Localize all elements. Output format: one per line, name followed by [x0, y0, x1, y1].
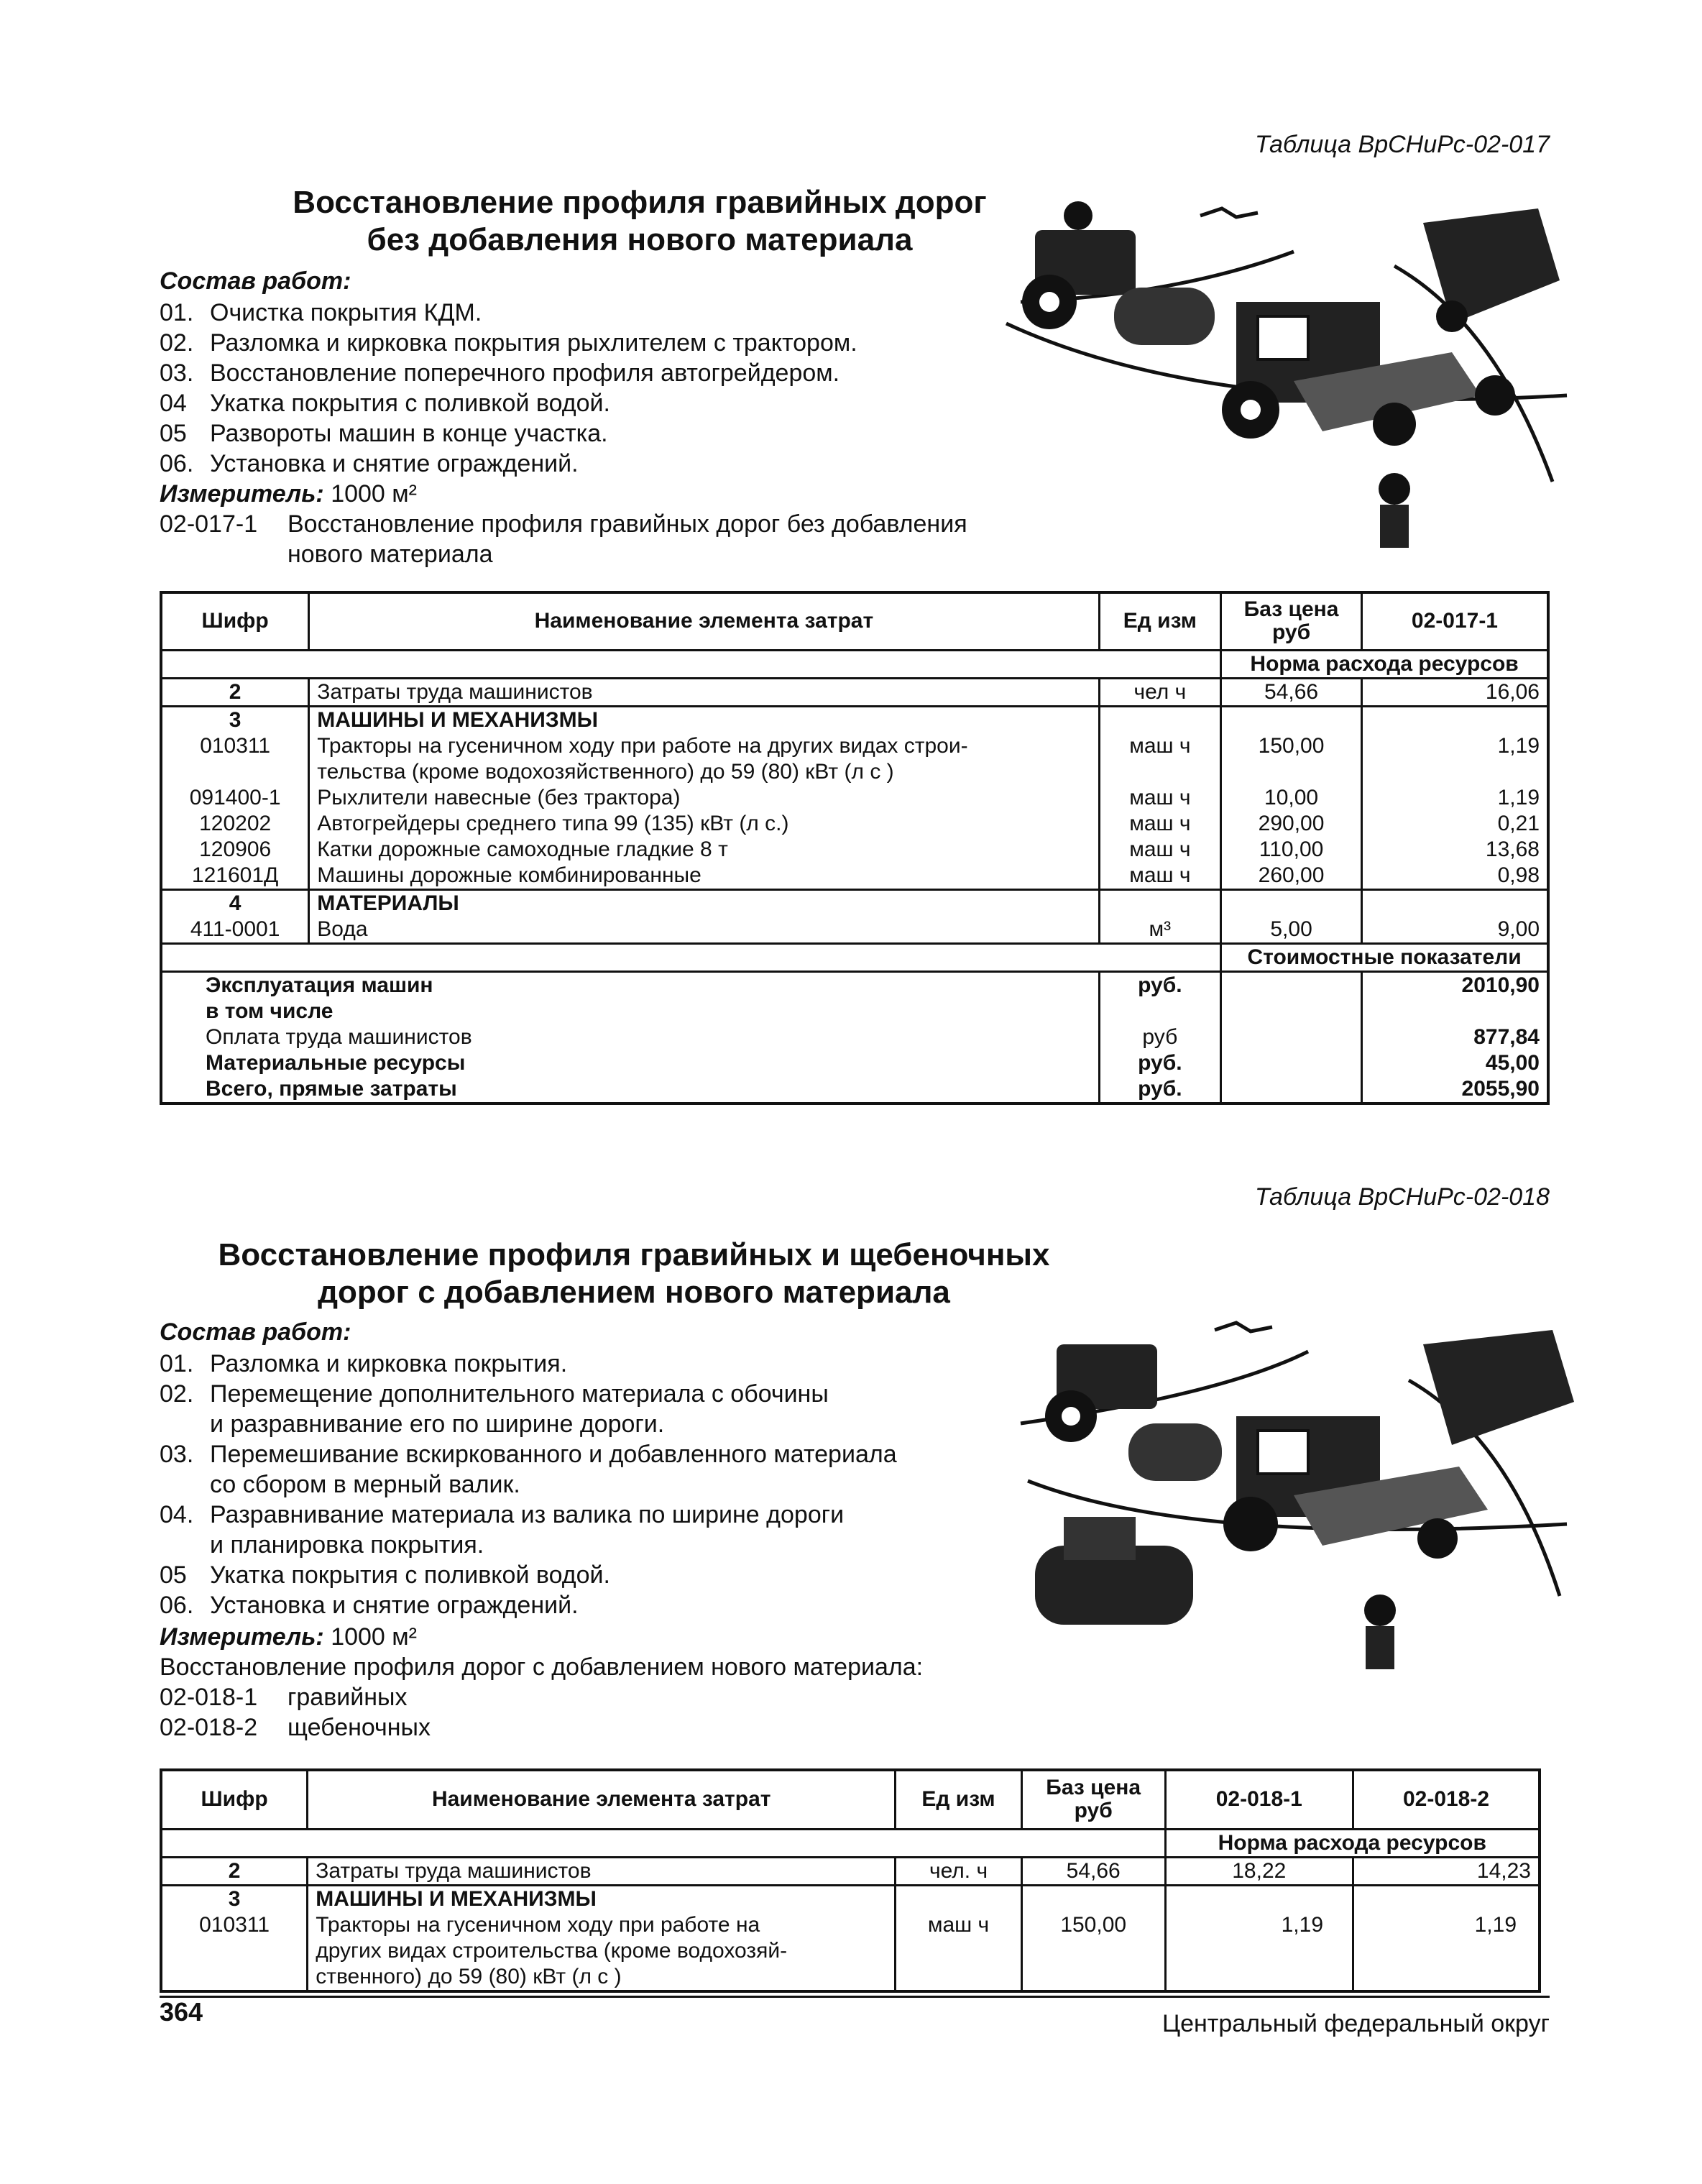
- grader-icon: [1222, 302, 1515, 446]
- meter-line: [160, 479, 417, 509]
- code-line: [160, 1712, 431, 1743]
- col-header-price: [1021, 1770, 1165, 1829]
- col-header-code: Шифр: [161, 1770, 308, 1829]
- norm-label: Норма расхода ресурсов: [1165, 1829, 1540, 1857]
- code: 02-017-1: [160, 510, 258, 538]
- spacer-cell: [161, 943, 1221, 971]
- op-number: 01.: [160, 1350, 194, 1377]
- cell-price: 150,00: [1021, 1912, 1165, 1991]
- meter-label: Измеритель:: [160, 480, 324, 508]
- section-title: [237, 184, 1042, 259]
- cell-code: 2: [161, 1857, 308, 1885]
- tracked-tractor-icon: [1035, 1517, 1193, 1625]
- op-text: Разломка и кирковка покрытия.: [210, 1350, 568, 1377]
- cell-unit: маш ч: [896, 1912, 1022, 1991]
- list-item: [160, 328, 857, 358]
- op-number: 04.: [160, 1501, 194, 1528]
- name-line: Тракторы на гусеничном ходу при работе на: [316, 1912, 760, 1937]
- list-item: [160, 298, 857, 328]
- cell-code: 3: [161, 1885, 308, 1912]
- col-header-name: Наименование элемента затрат: [308, 1770, 896, 1829]
- cell-code: 121601Д: [161, 863, 309, 890]
- table-row: [161, 1912, 1540, 1991]
- cell-value: 2055,90: [1361, 1076, 1548, 1104]
- cost-label: Стоимостные показатели: [1221, 943, 1548, 971]
- codes-intro: Восстановление профиля дорог с добавлением нового материала:: [160, 1653, 924, 1681]
- price-header-l2: руб: [1271, 620, 1311, 645]
- cell-unit: [1099, 889, 1221, 917]
- op-number: 03.: [160, 1441, 194, 1468]
- op-text: Установка и снятие ограждений.: [210, 1592, 579, 1619]
- col-header-price: [1221, 592, 1362, 650]
- code-line: [160, 509, 967, 539]
- list-item: [160, 1379, 897, 1409]
- spacer-cell: [161, 1829, 1165, 1857]
- cell-value: 0,98: [1361, 863, 1548, 890]
- cell-value: 1,19: [1361, 733, 1548, 785]
- cell-unit: чел ч: [1099, 678, 1221, 706]
- cell-unit: [1099, 999, 1221, 1024]
- col-header-norm-1: 02-018-1: [1165, 1770, 1353, 1829]
- table-row: [161, 1050, 1548, 1076]
- cell-price: 54,66: [1021, 1857, 1165, 1885]
- cell-value: [1361, 706, 1548, 733]
- table-row: [161, 863, 1548, 890]
- meter-value: 1000 м²: [331, 480, 417, 508]
- op-text: Перемещение дополнительного материала с обочины: [210, 1380, 829, 1408]
- cell-code: 120906: [161, 837, 309, 863]
- op-number: 01.: [160, 299, 194, 326]
- op-text: и планировка покрытия.: [210, 1531, 484, 1559]
- truck-icon: [1423, 208, 1560, 332]
- cell-value: [1361, 999, 1548, 1024]
- table-row: [161, 678, 1548, 706]
- code-desc: щебеночных: [288, 1714, 431, 1741]
- table-row: [161, 999, 1548, 1024]
- cell-value: 1,19: [1353, 1912, 1540, 1991]
- name-line: ственного) до 59 (80) кВт (л с ): [316, 1964, 622, 1988]
- section-title: [160, 1236, 1108, 1311]
- cell-name: Затраты труда машинистов: [308, 1857, 896, 1885]
- cell-value: 1,19: [1165, 1912, 1353, 1991]
- cell-unit: руб: [1099, 1024, 1221, 1050]
- code: 02-018-2: [160, 1714, 258, 1741]
- col-header-norm-2: 02-018-2: [1353, 1770, 1540, 1829]
- road-machinery-illustration: [1006, 1308, 1581, 1682]
- cell-name: Катки дорожные самоходные гладкие 8 т: [309, 837, 1099, 863]
- list-item: [160, 1349, 897, 1379]
- table-row: [161, 917, 1548, 944]
- op-number: 03.: [160, 359, 194, 387]
- list-item: [160, 1469, 897, 1500]
- cell-code: 3: [161, 706, 309, 733]
- operations-list: [160, 298, 857, 479]
- op-number: 02.: [160, 329, 194, 357]
- spacer-cell: [161, 650, 1221, 678]
- cell-name: Автогрейдеры среднего типа 99 (135) кВт (л с.): [309, 811, 1099, 837]
- table-row: [161, 889, 1548, 917]
- resource-table: [160, 591, 1550, 1105]
- table-caption: Таблица ВрСНиРс-02-017: [1254, 131, 1550, 158]
- cell-price: [1221, 1076, 1362, 1104]
- list-item: [160, 388, 857, 418]
- op-text: и разравнивание его по ширине дороги.: [210, 1410, 665, 1438]
- op-number: 06.: [160, 450, 194, 477]
- norm-label: Норма расхода ресурсов: [1221, 650, 1548, 678]
- grader-icon: [1223, 1416, 1488, 1559]
- op-text: Разломка и кирковка покрытия рыхлителем с трактором.: [210, 329, 857, 357]
- cell-price: [1021, 1885, 1165, 1912]
- cell-unit: руб.: [1099, 1050, 1221, 1076]
- roller-icon: [1045, 1344, 1222, 1481]
- resource-table: [160, 1768, 1541, 1993]
- title-line: без добавления нового материала: [367, 222, 913, 257]
- cell-value: 877,84: [1361, 1024, 1548, 1050]
- price-header-l1: Баз цена: [1046, 1776, 1141, 1800]
- code-desc: Восстановление профиля гравийных дорог без добавления: [288, 510, 967, 538]
- op-number: [160, 1469, 210, 1500]
- page-number: 364: [160, 1997, 203, 2027]
- cell-price: 54,66: [1221, 678, 1362, 706]
- list-item: [160, 358, 857, 388]
- list-item: [160, 418, 857, 449]
- list-item: [160, 1409, 897, 1439]
- cell-code: 2: [161, 678, 309, 706]
- price-header-l1: Баз цена: [1243, 597, 1339, 622]
- table-row: [161, 837, 1548, 863]
- title-line: дорог с добавлением нового материала: [318, 1275, 950, 1310]
- region-label: Центральный федеральный округ: [1162, 2010, 1550, 2037]
- col-header-name: Наименование элемента затрат: [309, 592, 1099, 650]
- col-header-norm: 02-017-1: [1361, 592, 1548, 650]
- price-header-l2: руб: [1074, 1799, 1113, 1823]
- cell-unit: [1099, 706, 1221, 733]
- cost-name: Оплата труда машинистов: [161, 1024, 1099, 1050]
- code-line: [160, 1682, 407, 1712]
- cell-value: 13,68: [1361, 837, 1548, 863]
- cell-name: Вода: [309, 917, 1099, 944]
- work-label: Состав работ:: [160, 1318, 351, 1346]
- cell-code: 091400-1: [161, 785, 309, 811]
- cost-name: Всего, прямые затраты: [161, 1076, 1099, 1104]
- table-row: [161, 971, 1548, 999]
- op-text: Установка и снятие ограждений.: [210, 450, 579, 477]
- cell-price: 260,00: [1221, 863, 1362, 890]
- road-machinery-illustration: [992, 180, 1581, 554]
- cell-price: [1221, 706, 1362, 733]
- name-line: тельства (кроме водохозяйственного) до 59 (80) кВт (л с ): [317, 759, 894, 784]
- op-text: Укатка покрытия с поливкой водой.: [210, 390, 610, 417]
- op-number: 05: [160, 420, 187, 447]
- list-item: [160, 1590, 897, 1620]
- table-row: [161, 1076, 1548, 1104]
- title-line: Восстановление профиля гравийных дорог: [293, 185, 987, 220]
- cell-price: [1221, 1024, 1362, 1050]
- table-row: [161, 706, 1548, 733]
- cost-name: Материальные ресурсы: [161, 1050, 1099, 1076]
- cell-price: 110,00: [1221, 837, 1362, 863]
- cell-code: 010311: [161, 1912, 308, 1991]
- truck-icon: [1423, 1330, 1574, 1445]
- op-number: 02.: [160, 1380, 194, 1408]
- cell-price: [1221, 999, 1362, 1024]
- cell-value: 45,00: [1361, 1050, 1548, 1076]
- cell-unit: чел. ч: [896, 1857, 1022, 1885]
- cell-unit: маш ч: [1099, 811, 1221, 837]
- cell-unit: м³: [1099, 917, 1221, 944]
- cell-price: 5,00: [1221, 917, 1362, 944]
- cell-value: 0,21: [1361, 811, 1548, 837]
- cell-price: 10,00: [1221, 785, 1362, 811]
- cell-price: [1221, 889, 1362, 917]
- cell-code: 4: [161, 889, 309, 917]
- cell-name: [309, 733, 1099, 785]
- col-header-unit: Ед изм: [896, 1770, 1022, 1829]
- col-header-code: Шифр: [161, 592, 309, 650]
- col-header-unit: Ед изм: [1099, 592, 1221, 650]
- cost-name: в том числе: [161, 999, 1099, 1024]
- op-text: Разравнивание материала из валика по ширине дороги: [210, 1501, 845, 1528]
- section-heading: МАШИНЫ И МЕХАНИЗМЫ: [308, 1885, 896, 1912]
- cell-price: 290,00: [1221, 811, 1362, 837]
- cell-unit: [896, 1885, 1022, 1912]
- cell-unit: маш ч: [1099, 733, 1221, 785]
- cell-name: Рыхлители навесные (без трактора): [309, 785, 1099, 811]
- cell-value: 1,19: [1361, 785, 1548, 811]
- op-text: Очистка покрытия КДМ.: [210, 299, 482, 326]
- meter-line: [160, 1622, 417, 1652]
- op-text: Перемешивание вскиркованного и добавленного материала: [210, 1441, 897, 1468]
- name-line: Тракторы на гусеничном ходу при работе на других видах строи-: [317, 733, 968, 758]
- section-heading: МАШИНЫ И МЕХАНИЗМЫ: [309, 706, 1099, 733]
- name-line: других видах строительства (кроме водохозяй-: [316, 1938, 788, 1963]
- op-number: [160, 1530, 210, 1560]
- table-row: [161, 1857, 1540, 1885]
- section-heading: МАТЕРИАЛЫ: [309, 889, 1099, 917]
- cell-price: [1221, 971, 1362, 999]
- cell-value: 9,00: [1361, 917, 1548, 944]
- list-item: [160, 1530, 897, 1560]
- code-desc: гравийных: [288, 1684, 408, 1711]
- table-row: [161, 1024, 1548, 1050]
- op-text: Укатка покрытия с поливкой водой.: [210, 1561, 610, 1589]
- cell-unit: руб.: [1099, 1076, 1221, 1104]
- cell-code: 010311: [161, 733, 309, 785]
- op-number: [160, 1409, 210, 1439]
- cell-unit: маш ч: [1099, 837, 1221, 863]
- op-number: 04: [160, 390, 187, 417]
- op-text: со сбором в мерный валик.: [210, 1471, 520, 1498]
- code-desc-cont: нового материала: [288, 541, 493, 568]
- worker-icon: [1379, 473, 1410, 548]
- op-number: 06.: [160, 1592, 194, 1619]
- list-item: [160, 1560, 897, 1590]
- roller-icon: [1022, 201, 1215, 345]
- cell-name: Затраты труда машинистов: [309, 678, 1099, 706]
- title-line: Восстановление профиля гравийных и щебеночных: [218, 1237, 1050, 1272]
- cell-value: 18,22: [1165, 1857, 1353, 1885]
- table-row: [161, 733, 1548, 785]
- meter-value: 1000 м²: [331, 1623, 417, 1651]
- table-row: [161, 1885, 1540, 1912]
- table-row: [161, 811, 1548, 837]
- cell-value: [1353, 1885, 1540, 1912]
- cost-name: Эксплуатация машин: [161, 971, 1099, 999]
- cell-unit: руб.: [1099, 971, 1221, 999]
- cell-value: 16,06: [1361, 678, 1548, 706]
- cell-code: 411-0001: [161, 917, 309, 944]
- meter-label: Измеритель:: [160, 1623, 324, 1651]
- cell-value: 2010,90: [1361, 971, 1548, 999]
- worker-icon: [1364, 1595, 1396, 1669]
- footer-rule: [160, 1996, 1550, 1998]
- cell-value: [1165, 1885, 1353, 1912]
- cell-value: 14,23: [1353, 1857, 1540, 1885]
- op-text: Развороты машин в конце участка.: [210, 420, 608, 447]
- work-label: Состав работ:: [160, 267, 351, 295]
- operations-list: [160, 1349, 897, 1620]
- cell-value: [1361, 889, 1548, 917]
- cell-unit: маш ч: [1099, 863, 1221, 890]
- list-item: [160, 449, 857, 479]
- op-number: 05: [160, 1561, 187, 1589]
- cell-price: 150,00: [1221, 733, 1362, 785]
- list-item: [160, 1439, 897, 1469]
- cell-unit: маш ч: [1099, 785, 1221, 811]
- cell-name: [308, 1912, 896, 1991]
- table-caption: Таблица ВрСНиРс-02-018: [1254, 1183, 1550, 1211]
- table-row: [161, 785, 1548, 811]
- cell-code: 120202: [161, 811, 309, 837]
- code: 02-018-1: [160, 1684, 258, 1711]
- list-item: [160, 1500, 897, 1530]
- cell-name: Машины дорожные комбинированные: [309, 863, 1099, 890]
- op-text: Восстановление поперечного профиля автогрейдером.: [210, 359, 840, 387]
- cell-price: [1221, 1050, 1362, 1076]
